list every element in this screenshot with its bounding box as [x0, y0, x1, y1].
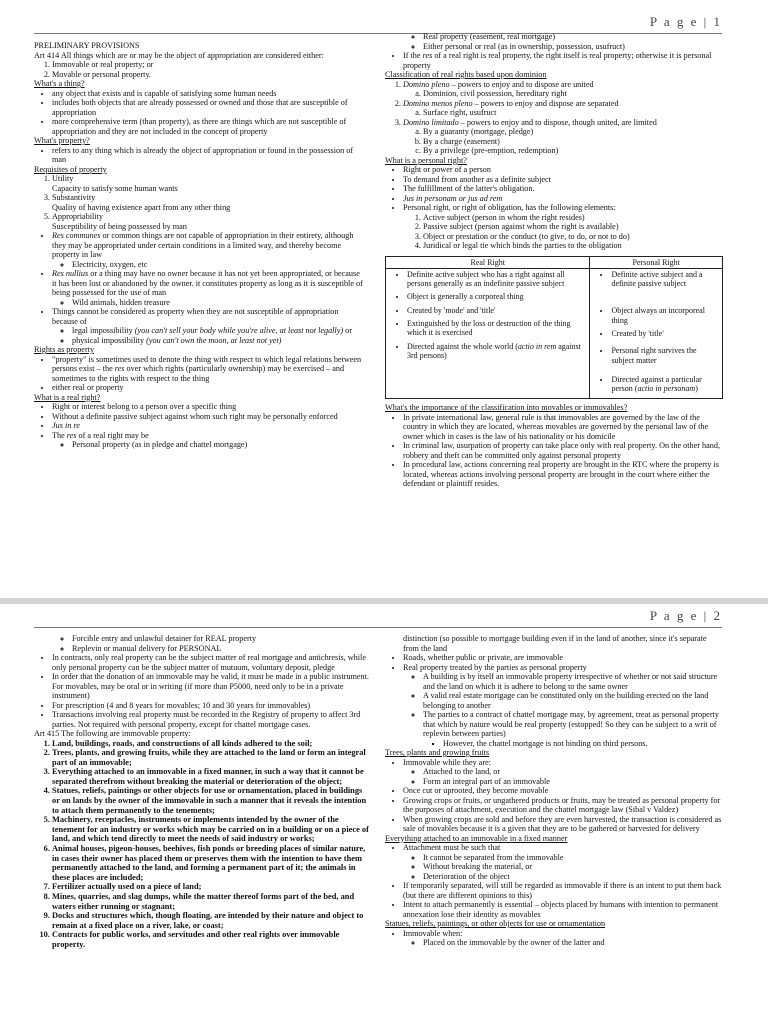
list-item: ◦ It cannot be separated from the immovable [423, 853, 723, 863]
article-414: Art 414 All things which are or may be the object of appropriation are considered either: [34, 50, 324, 60]
list-item: • Growing crops or fruits, or ungathered products or fruits, may be treated as personal property for the purposes of attachment, execution and the chattel mortgage law (Sibal v Valdez) [403, 796, 723, 815]
list-item [403, 99, 723, 118]
list-item: • In order that the donation of an immovable may be valid, it must be made in a public instrument. For movables, may be oral or in writing (if more than P5000, need only to be in a private instrument) [52, 672, 370, 701]
list-item: 8. Mines, quarries, and slag dumps, while the matter thereof forms part of the bed, and waters either running or stagnant; [52, 892, 370, 911]
text: The parties to a contract of chattel mortgage may, by agreement, treat as personal property that which by nature would be real property (estopped! So they can be subject to a writ of replevin between parties) [423, 710, 719, 738]
list-item: • Transactions involving real property must be recorded in the Registry of property to affect 3rd parties. Not required with personal property, except for chattel mortgage cases. [52, 710, 370, 729]
list-item: • Jus in personam or jus ad rem [403, 194, 723, 204]
text: Attachment must be such that [403, 843, 501, 852]
text: If the [403, 51, 423, 60]
list-item: ◦ Real property (easement, real mortgage) [423, 32, 723, 42]
list-item: • Created by 'title' [611, 329, 719, 338]
subheading-statues: Statues, reliefs, paintings, or other objects for use or ornamentation [385, 919, 606, 928]
list-item: • Right or power of a person [403, 165, 723, 175]
text: Immovable while they are: [403, 757, 491, 767]
comparison-table [385, 256, 723, 400]
list-item: 7. Fertilizer actually used on a piece of land; [52, 882, 370, 892]
text: of a real right is real property, the right itself is real property; otherwise it is personal property [403, 51, 712, 70]
list-item [403, 118, 723, 156]
list-item [403, 758, 723, 787]
term: actio in personam [637, 384, 696, 394]
subheading-property: What's property? [34, 136, 90, 145]
note: (you can't sell your body while you're alive, at least not legally) [134, 326, 344, 335]
text: ) [695, 384, 698, 394]
page-2 [0, 604, 768, 1024]
list-item: • Definite active subject who has a right against all persons generally as an indefinite passive subject [407, 270, 586, 289]
list-item: 2. Trees, plants, and growing fruits, while they are attached to the land or form an integral part of an immovable; [52, 748, 370, 767]
list-item [72, 336, 364, 346]
list-item [52, 269, 364, 307]
page-number: P a g e | 2 [649, 608, 722, 623]
list-item: 1. Utility [52, 174, 364, 184]
list-item: a. By a guaranty (mortgage, pledge) [423, 127, 723, 137]
list-item: • Extinguished by the loss or destruction of the thing which it is exercised [407, 319, 586, 338]
list-item [52, 431, 364, 450]
table-header-cell: Personal Right [590, 256, 723, 268]
list-item: • Object is generally a corporeal thing [407, 292, 586, 301]
list-item: 3. Substantivity [52, 193, 364, 203]
text: Personal right, or right of obligation, has the following elements: [403, 203, 616, 212]
list-item: • In private international law, general rule is that immovables are governed by the law of the country in which they are located, whereas movables are governed by the personal law of the owner which in cases is the law of his nationality or his domicile [403, 413, 723, 442]
subheading-attached: Everything attached to an immovable in a fixed manner [385, 833, 568, 843]
page2-left-column [34, 634, 370, 950]
article-415: Art 415 The following are immovable property: [34, 729, 191, 738]
list-item: • Created by 'mode' and 'title' [407, 306, 586, 315]
text: "property" is sometimes used to denote the thing with respect to which legal relations between persons exist – the [52, 354, 362, 373]
list-item: • Definite active subject and a definite passive subject [611, 270, 719, 289]
subheading-personal-right: What is a personal right? [385, 155, 467, 165]
text: – powers to enjoy and to dispose, though united, are limited [458, 117, 657, 127]
page1-right-column [385, 32, 723, 489]
list-item [72, 326, 364, 336]
text: – powers to enjoy and to dispose are united [449, 79, 594, 89]
list-item: ◦ Form an integral part of an immovable [423, 777, 723, 787]
note: (you can't own the moon, at least not yet) [146, 335, 282, 345]
list-item: • Jus in re [52, 421, 364, 431]
list-item: • In contracts, only real property can be the subject matter of real mortgage and antichresis, while only personal property can be the subject matter of mutuum, voluntary deposit, pledge [52, 653, 370, 672]
list-item: ◦ Without breaking the material, or [423, 862, 723, 872]
list-item: • The fulfillment of the latter's obligation. [403, 184, 723, 194]
list-item: Susceptibility of being possessed by man [52, 221, 187, 231]
list-item [403, 32, 723, 51]
term: res [114, 364, 125, 373]
list-item: ◦ Replevin or manual delivery for PERSONAL [72, 644, 370, 654]
text: or a thing may have no owner because it has not yet been appropriated, or because it has been lost or abandoned by the owner. it constitutes property as long as it is susceptible of being possessed for the use of man [52, 269, 363, 297]
list-item: 10. Contracts for public works, and servitudes and other real rights over immovable property. [52, 930, 370, 949]
list-item: • If temporarily separated, will still be regarded as immovable if there is an intent to put them back (but there are different opinions to this) [403, 881, 723, 900]
list-item: • Object always an incorporeal thing [611, 306, 719, 325]
page1-left-column [34, 41, 364, 450]
list-item: • Personal right survives the subject matter [611, 346, 719, 365]
list-item: 4. Juridical or legal tie which binds the parties to the obligation [423, 241, 723, 251]
text: Things cannot be considered as property when they are not susceptible of appropriation because of [52, 307, 339, 326]
list-item: 1. Immovable or real property; or [52, 60, 364, 70]
subheading-trees: Trees, plants and growing fruits [385, 748, 490, 757]
list-item: • Right or interest belong to a person over a specific thing [52, 402, 364, 412]
list-item: ◦ Deterioration of the object [423, 872, 723, 882]
list-item: ◦ A building is by itself an immovable property irrespective of whether or not said structure and the land on which it is adhere to belong to the same owner [423, 672, 723, 691]
subheading-requisites: Requisites of property [34, 164, 107, 174]
list-item: • any object that exists and is capable of satisfying some human needs [52, 89, 364, 99]
text: over which rights (particularly ownership) may be exercised – and sometimes to the rights with respect to the thing [52, 364, 345, 383]
page-number: P a g e | 1 [649, 14, 722, 29]
subheading-rights: Rights as property [34, 345, 95, 354]
list-item [423, 710, 723, 748]
term: Domino menos pleno [403, 98, 473, 108]
list-item: • refers to any thing which is already the object of appropriation or found in the possession of man [52, 146, 364, 165]
list-item: 1. Active subject (person in whom the right resides) [423, 213, 723, 223]
list-item [52, 307, 364, 345]
list-item: • Intent to attach permanently is essential – objects placed by humans with intention to permanent annexation lose their identity as movables [403, 900, 723, 919]
list-item: • more comprehensive term (than property), as there are things which are not susceptible of appropriation and they are not included in the concept of property [52, 117, 364, 136]
list-item: • In criminal law, usurpation of property can take place only with real property. On the other hand, robbery and theft can be committed only against personal property [403, 441, 723, 460]
list-item: b. By a charge (easement) [423, 137, 723, 147]
list-item: ◦ A valid real estate mortgage can be constituted only on the building erected on the land belonging to another [423, 691, 723, 710]
list-item: 5. Appropriability [52, 212, 364, 222]
list-item: 2. Passive subject (person against whom the right is available) [423, 222, 723, 232]
list-item: ◦ Personal property (as in pledge and chattel mortgage) [72, 440, 364, 450]
text: Directed against the whole world ( [407, 341, 518, 351]
list-item [52, 634, 370, 653]
list-item [611, 375, 719, 394]
list-item: • For prescription (4 and 8 years for movables; 10 and 30 years for immovables) [52, 701, 370, 711]
term: Domino limitado [403, 117, 459, 127]
table-cell [386, 268, 590, 399]
text: legal impossibility [72, 326, 133, 335]
list-item: 1. Land, buildings, roads, and constructions of all kinds adhered to the soil; [52, 739, 370, 749]
table-header-cell: Real Right [386, 256, 590, 268]
list-item: • Once cut or uprooted, they become movable [403, 786, 723, 796]
section-heading: PRELIMINARY PROVISIONS [34, 41, 140, 50]
text: physical impossibility [72, 335, 145, 345]
term: res [422, 51, 433, 60]
list-item [403, 51, 723, 70]
subheading-thing: What's a thing? [34, 79, 85, 88]
list-item [403, 663, 723, 749]
list-item: ◦ Electricity, oxygen, etc [72, 260, 364, 270]
list-item: • To demand from another as a definite subject [403, 175, 723, 185]
list-item: Quality of having existence apart from any other thing [52, 202, 231, 212]
list-item: ◦ Attached to the land, or [423, 767, 723, 777]
list-item: ▪ However, the chattel mortgage is not binding on third persons. [443, 739, 723, 749]
table-row [386, 268, 723, 399]
term: Domino pleno [403, 79, 450, 89]
list-item [52, 355, 364, 384]
term: res [66, 430, 77, 440]
list-item: ◦ Placed on the immovable by the owner of the latter and [423, 938, 723, 948]
list-item [403, 80, 723, 99]
list-item: ◦ Either personal or real (as in ownership, possession, usufruct) [423, 42, 723, 52]
list-item: a. Dominion, civil possession, hereditary right [423, 89, 723, 99]
text: of a real right may be [76, 430, 149, 440]
list-item: • includes both objects that are already possessed or owned and those that are susceptible of appropriation [52, 98, 364, 117]
list-item: 3. Everything attached to an immovable in a fixed manner, in such a way that it cannot be separated therefrom without breaking the material or deterioration of the object; [52, 767, 370, 786]
list-item: 3. Object or prestation or the conduct (to give, to do, or not to do) [423, 232, 723, 242]
text: against 3rd persons) [407, 341, 581, 360]
text: Real property treated by the parties as personal property [403, 662, 587, 672]
page2-right-column [385, 634, 723, 948]
text: or [343, 326, 352, 335]
table-header-row [386, 256, 723, 268]
list-item: Capacity to satisfy some human wants [52, 183, 178, 193]
subheading-importance: What's the importance of the classification into movables or immovables? [385, 403, 628, 413]
list-item [403, 929, 723, 948]
list-item: • When growing crops are sold and before they are even harvested, the transaction is considered as sale of movables because it is a given that they are to be gathered or harvested for delivery [403, 815, 723, 834]
list-item: 5. Machinery, receptacles, instruments or implements intended by the owner of the tenement for an industry or works which may be carried on in a building or on a piece of land, and which tend directly to meet the needs of said industry or works; [52, 815, 370, 844]
list-item: c. By a privilege (pre-emption, redemption) [423, 146, 723, 156]
list-item: • In procedural law, actions concerning real property are brought in the RTC where the property is located, whereas actions involving personal property are brought in the court where either the defendant or plaintiff resides. [403, 460, 723, 489]
header-rule [34, 627, 722, 628]
text: Immovable when: [403, 928, 463, 938]
text: The [52, 430, 67, 440]
list-item: • either real or property [52, 383, 364, 393]
term: Res communes [52, 231, 101, 240]
term: Res nullius [52, 269, 89, 278]
list-item [403, 843, 723, 881]
term: actio in rem [517, 341, 557, 351]
list-item: a. Surface right, usufruct [423, 108, 723, 118]
text: or common things are not capable of appropriation in their entirety, although they may be appropriated under certain conditions in a limited way, and thereby become property in law [52, 231, 354, 259]
text: – powers to enjoy and dispose are separated [472, 98, 619, 108]
list-item: 9. Docks and structures which, though floating, are intended by their nature and object to remain at a fixed place on a river, lake, or coast; [52, 911, 370, 930]
list-item: • Without a definite passive subject against whom such right may be personally enforced [52, 412, 364, 422]
list-item [52, 231, 364, 269]
text: Directed against a particular person ( [611, 374, 702, 394]
subheading-classification: Classification of real rights based upon dominion [385, 70, 547, 79]
table-cell [590, 268, 723, 399]
list-item: 2. Movable or personal property. [52, 70, 364, 80]
list-item: 6. Animal houses, pigeon-houses, beehives, fish ponds or breeding places of similar nature, in cases their owner has placed them or preserves them with the intention to have them permanently attached to the land, and forming a permanent part of it; the animals in these places are included; [52, 844, 370, 882]
list-item [407, 342, 586, 361]
list-item: • Roads, whether public or private, are immovable [403, 653, 723, 663]
subheading-real-right: What is a real right? [34, 392, 101, 402]
list-item: ◦ Forcible entry and unlawful detainer for REAL property [72, 634, 370, 644]
list-item: 4. Statues, reliefs, paintings or other objects for use or ornamentation, placed in buildings or on lands by the owner of the immovable in such a manner that it reveals the intention to attach them permanently to the tenements; [52, 786, 370, 815]
continued-text: distinction (so possible to mortgage building even if in the land of another, since it's separate from the land [403, 634, 707, 653]
list-item [403, 203, 723, 251]
list-item: ◦ Wild animals, hidden treasure [72, 298, 364, 308]
